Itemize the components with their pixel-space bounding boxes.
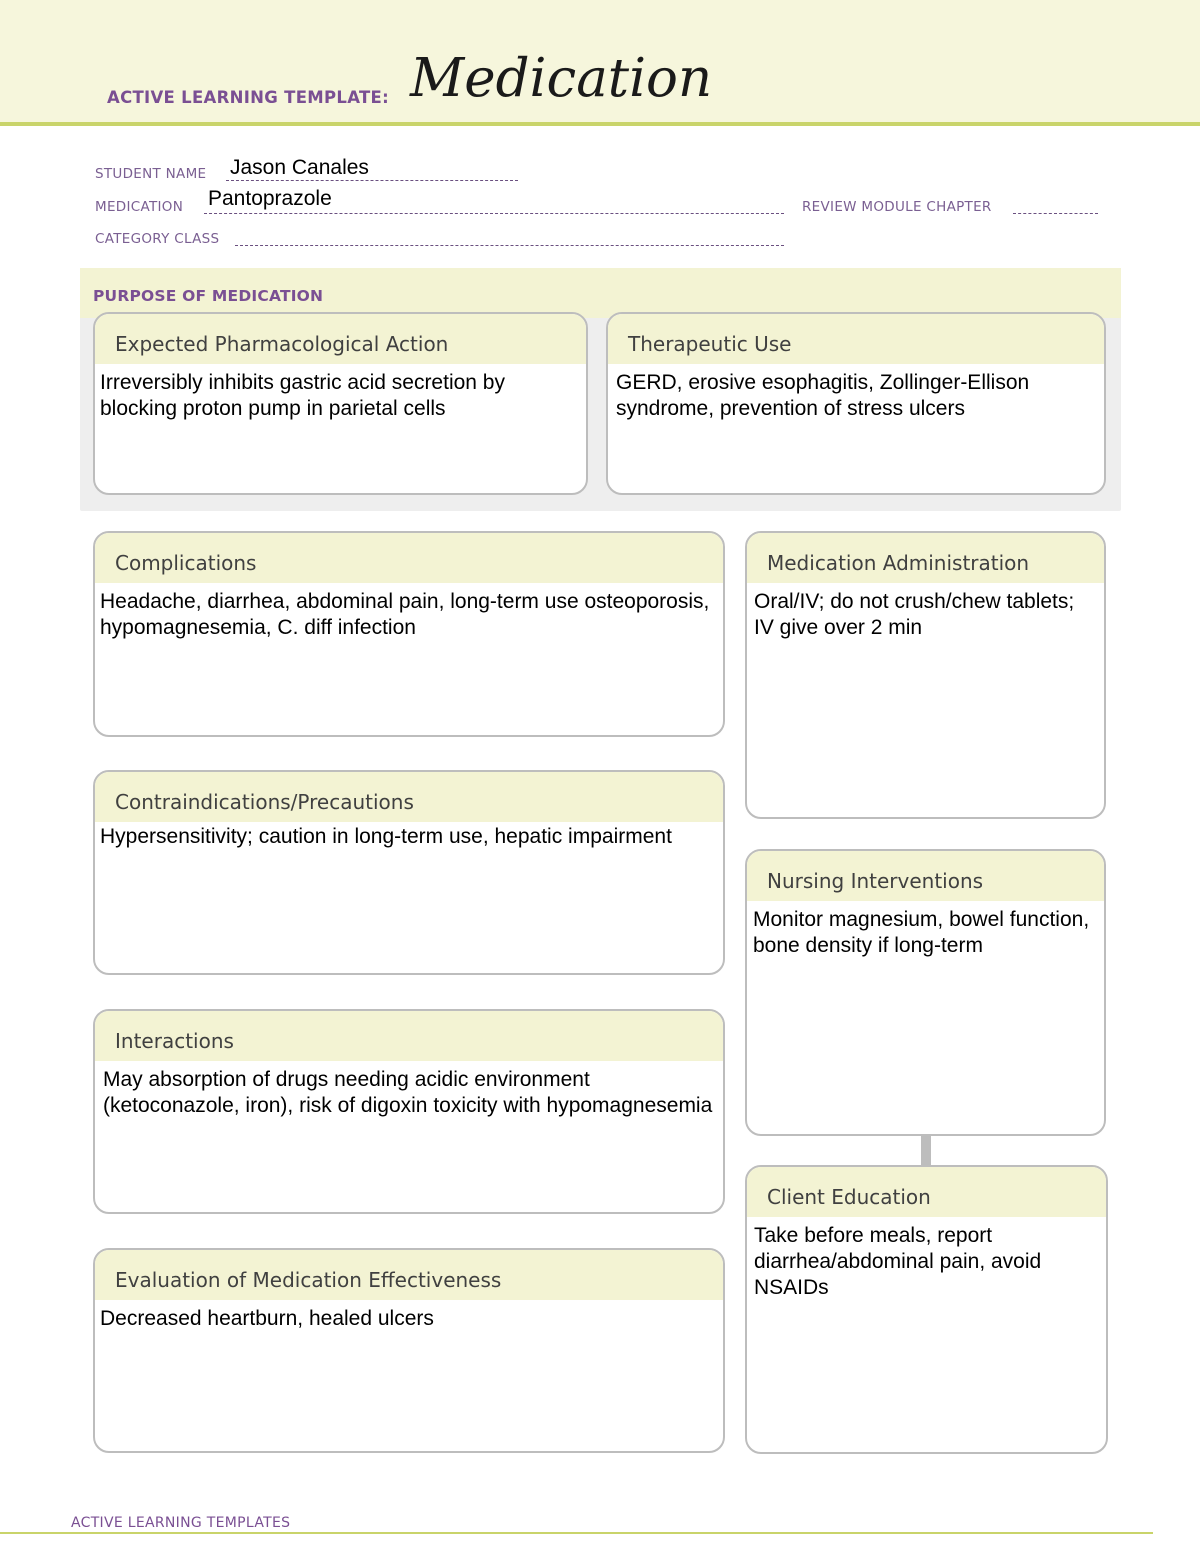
interactions-heading: Interactions	[95, 1011, 723, 1061]
expected-action-card	[93, 312, 588, 495]
medication-line	[204, 213, 784, 214]
category-class-line	[235, 245, 784, 246]
education-text[interactable]: Take before meals, report diarrhea/abdominal pain, avoid NSAIDs	[754, 1224, 1042, 1299]
education-heading: Client Education	[747, 1167, 1106, 1217]
evaluation-heading: Evaluation of Medication Effectiveness	[95, 1250, 723, 1300]
review-module-line	[1013, 213, 1098, 214]
medication-label: MEDICATION	[95, 199, 184, 215]
complications-heading: Complications	[95, 533, 723, 583]
contraindications-heading: Contraindications/Precautions	[95, 772, 723, 822]
contraindications-card	[93, 770, 725, 975]
student-name-line	[226, 180, 518, 181]
card-connector	[921, 1135, 931, 1166]
purpose-title: PURPOSE OF MEDICATION	[93, 287, 324, 305]
interactions-card	[93, 1009, 725, 1214]
template-label: ACTIVE LEARNING TEMPLATE:	[107, 88, 390, 107]
complications-card	[93, 531, 725, 737]
administration-card	[745, 531, 1106, 819]
evaluation-card	[93, 1248, 725, 1453]
category-class-label: CATEGORY CLASS	[95, 231, 220, 247]
template-title: Medication	[410, 48, 713, 109]
footer-divider	[0, 1532, 1153, 1534]
expected-action-text[interactable]: Irreversibly inhibits gastric acid secretion by blocking proton pump in parietal cells	[100, 371, 505, 420]
medication-value[interactable]: Pantoprazole	[208, 187, 332, 210]
therapeutic-use-heading: Therapeutic Use	[608, 314, 1104, 364]
complications-text[interactable]: Headache, diarrhea, abdominal pain, long-term use osteoporosis, hypomagnesemia, C. diff infection	[100, 590, 710, 639]
student-name-value[interactable]: Jason Canales	[230, 156, 369, 179]
contraindications-text[interactable]: Hypersensitivity; caution in long-term use, hepatic impairment	[100, 825, 672, 848]
education-card	[745, 1165, 1108, 1454]
student-name-label: STUDENT NAME	[95, 166, 207, 182]
footer-label: ACTIVE LEARNING TEMPLATES	[71, 1515, 291, 1531]
nursing-card	[745, 849, 1106, 1136]
therapeutic-use-text[interactable]: GERD, erosive esophagitis, Zollinger-Ellison syndrome, prevention of stress ulcers	[616, 371, 1030, 420]
interactions-text[interactable]: May absorption of drugs needing acidic environment (ketoconazole, iron), risk of digoxin toxicity with hypomagnesemia	[103, 1068, 713, 1117]
expected-action-heading: Expected Pharmacological Action	[95, 314, 586, 364]
review-module-label: REVIEW MODULE CHAPTER	[802, 199, 992, 215]
header-divider	[0, 122, 1200, 126]
evaluation-text[interactable]: Decreased heartburn, healed ulcers	[100, 1307, 434, 1330]
therapeutic-use-card	[606, 312, 1106, 495]
nursing-text[interactable]: Monitor magnesium, bowel function, bone density if long-term	[753, 908, 1090, 957]
administration-text[interactable]: Oral/IV; do not crush/chew tablets; IV give over 2 min	[754, 590, 1075, 639]
administration-heading: Medication Administration	[747, 533, 1104, 583]
nursing-heading: Nursing Interventions	[747, 851, 1104, 901]
